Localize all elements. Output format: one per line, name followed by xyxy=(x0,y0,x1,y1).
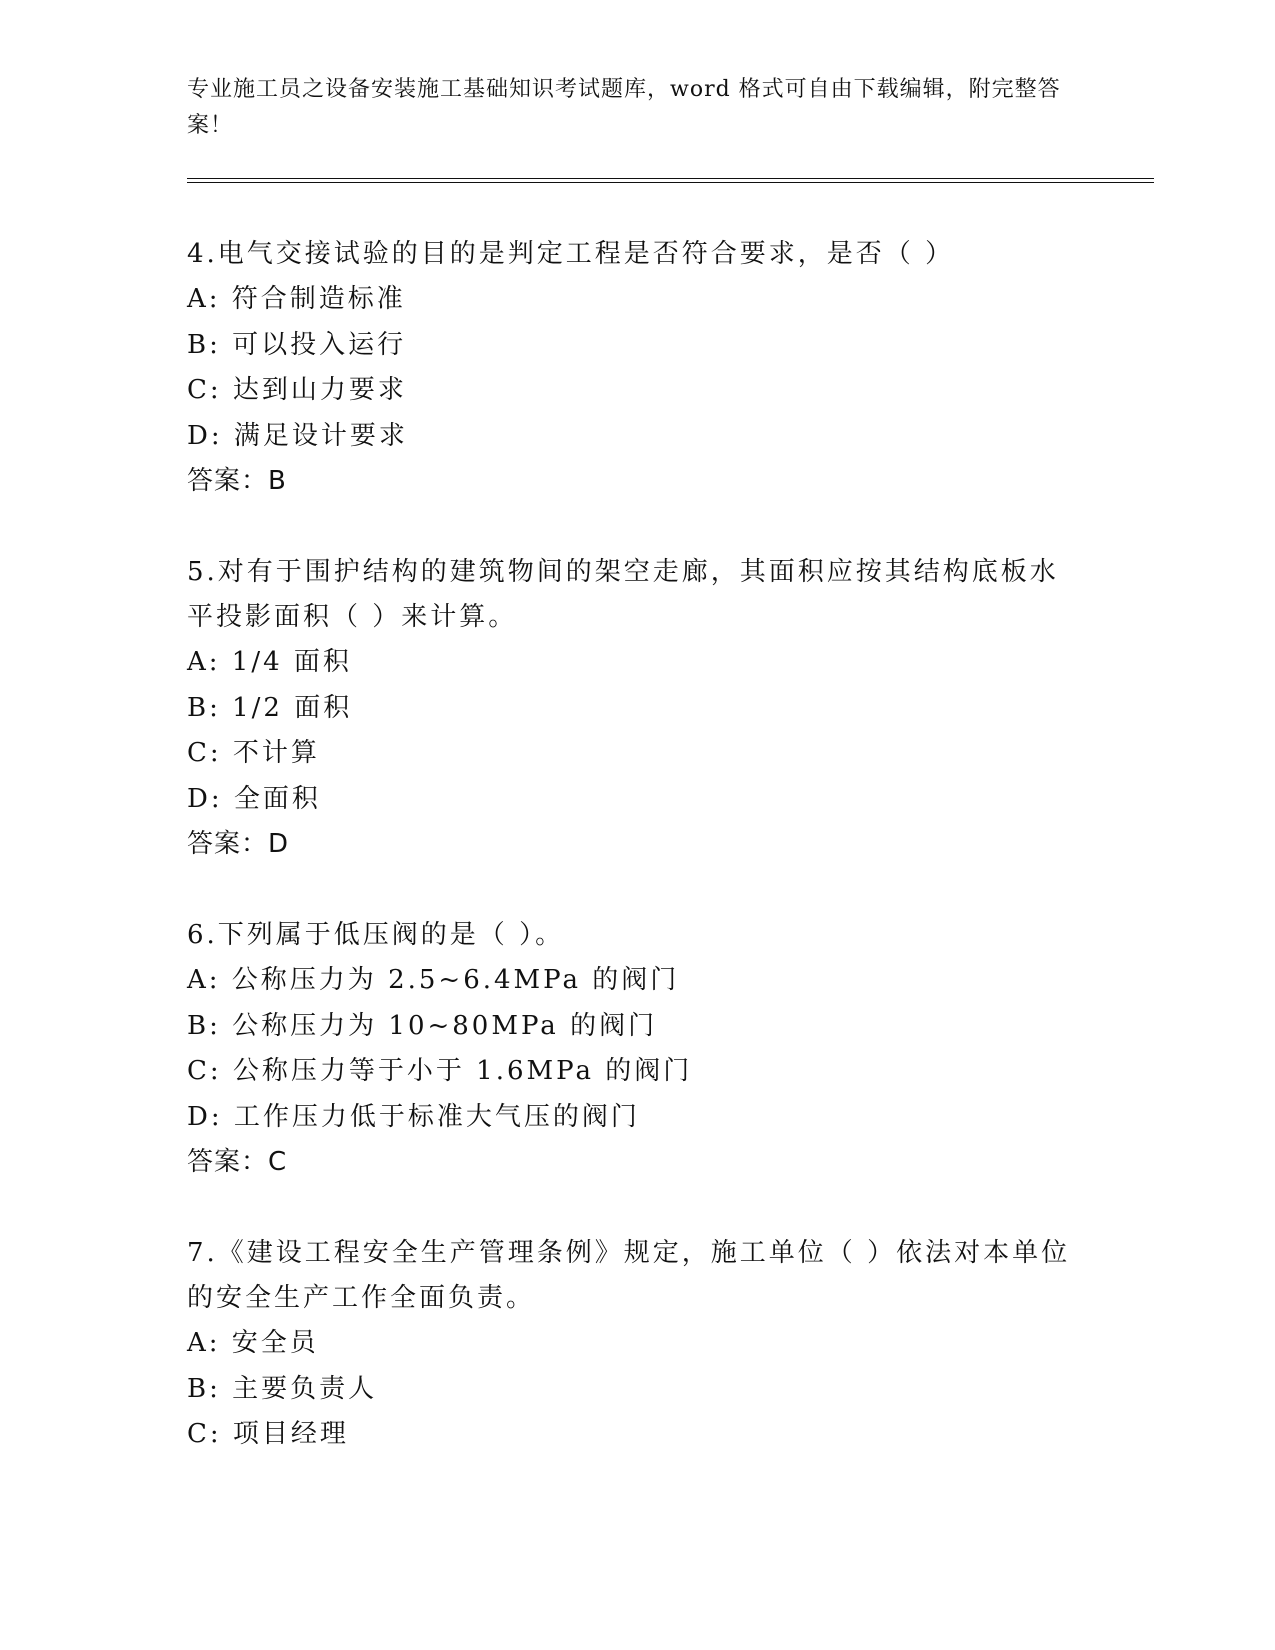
option-c: C: 不计算 xyxy=(187,738,320,768)
option-c: C: 达到山力要求 xyxy=(187,375,407,405)
question-stem: 7.《建设工程安全生产管理条例》规定，施工单位（ ）依法对本单位的安全生产工作全面负责。 xyxy=(187,1238,1071,1313)
option-c: C: 项目经理 xyxy=(187,1419,349,1449)
option-a: A: 符合制造标准 xyxy=(187,284,406,314)
option-b: B: 主要负责人 xyxy=(187,1373,378,1404)
option-a: A: 1/4 面积 xyxy=(187,647,352,677)
option-d: D: 满足设计要求 xyxy=(187,420,408,451)
question-stem: 4.电气交接试验的目的是判定工程是否符合要求，是否（ ） xyxy=(187,239,955,269)
answer-text: 答案：B xyxy=(187,466,287,496)
option-c: C: 公称压力等于小于 1.6MPa 的阀门 xyxy=(187,1056,693,1086)
option-d: D: 全面积 xyxy=(187,783,321,814)
question-4 xyxy=(187,232,1087,504)
document-header: 专业施工员之设备安装施工基础知识考试题库，word 格式可自由下载编辑，附完整答案！ xyxy=(187,77,1061,138)
question-5 xyxy=(187,550,1087,867)
question-7 xyxy=(187,1231,1087,1458)
question-list xyxy=(187,232,1087,1504)
answer-text: 答案：C xyxy=(187,1147,288,1177)
question-stem: 5.对有于围护结构的建筑物间的架空走廊，其面积应按其结构底板水平投影面积（ ）来计算。 xyxy=(187,557,1059,632)
header-divider xyxy=(187,178,1154,183)
answer-text: 答案：D xyxy=(187,829,290,859)
question-6 xyxy=(187,913,1087,1185)
option-d: D: 工作压力低于标准大气压的阀门 xyxy=(187,1101,640,1132)
option-a: A: 公称压力为 2.5~6.4MPa 的阀门 xyxy=(187,965,680,995)
option-b: B: 公称压力为 10~80MPa 的阀门 xyxy=(187,1010,658,1041)
option-b: B: 1/2 面积 xyxy=(187,692,353,723)
option-b: B: 可以投入运行 xyxy=(187,329,407,360)
question-stem: 6.下列属于低压阀的是（ ）。 xyxy=(187,920,565,950)
option-a: A: 安全员 xyxy=(187,1328,319,1358)
